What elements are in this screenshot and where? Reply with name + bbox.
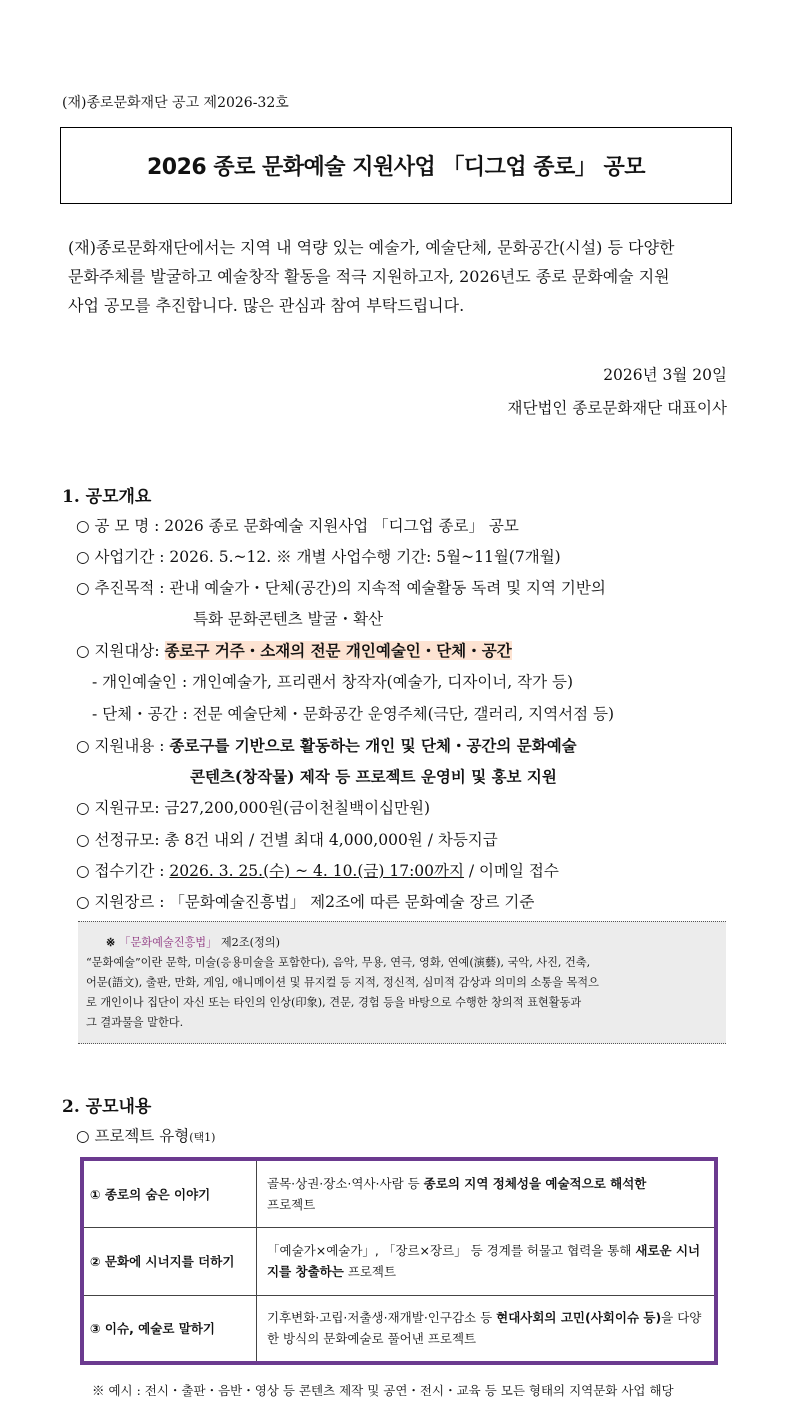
intro-line: 사업 공모를 추진합니다. 많은 관심과 참여 부탁드립니다.: [68, 296, 465, 315]
project-desc: [257, 1227, 717, 1295]
selection-scale-line: ○ 선정규모: 총 8건 내외 / 건별 최대 4,000,000원 / 차등지급: [76, 831, 498, 849]
section1-heading: 1. 공모개요: [62, 487, 152, 507]
section2-heading: 2. 공모내용: [62, 1097, 152, 1117]
signer: 재단법인 종로문화재단 대표이사: [507, 399, 727, 417]
business-period-line: ○ 사업기간 : 2026. 5.~12. ※ 개별 사업수행 기간: 5월~11월(7개월): [76, 548, 561, 566]
content-label: ○ 지원내용 :: [76, 737, 170, 755]
target-sub-individual: - 개인예술인 : 개인예술가, 프리랜서 창작자(예술가, 디자이너, 작가 등): [92, 673, 574, 691]
table-row: [82, 1295, 716, 1363]
reception-label: ○ 접수기간 :: [76, 862, 170, 880]
law-mark: ※: [106, 935, 120, 949]
support-content-line-cont: 콘텐츠(창작물) 제작 등 프로젝트 운영비 및 홍보 지원: [190, 767, 557, 786]
project-type-label: ○ 프로젝트 유형: [76, 1127, 190, 1145]
law-title: [86, 932, 718, 953]
reception-value: 2026. 3. 25.(수) ~ 4. 10.(금) 17:00까지: [169, 862, 464, 880]
law-text-line: 로 개인이나 집단이 자신 또는 타인의 인상(印象), 견문, 경험 등을 바탕으로 수행한 창의적 표현활동과: [86, 996, 582, 1009]
support-scale-line: ○ 지원규모: 금27,200,000원(금이천칠백이십만원): [76, 799, 431, 817]
intro-paragraph: [68, 233, 728, 320]
project-name: ② 문화에 시너지를 더하기: [82, 1227, 257, 1295]
title-box: [60, 127, 732, 204]
project-desc: [257, 1295, 717, 1363]
example-note: ※ 예시 : 전시・출판・음반・영상 등 콘텐츠 제작 및 공연・전시・교육 등 모든 형태의 지역문화 사업 해당: [92, 1383, 674, 1398]
law-article: 제2조(정의): [217, 936, 280, 949]
page-title: 2026 종로 문화예술 지원사업 「디그업 종로」 공모: [147, 155, 645, 180]
desc-text: 프로젝트: [267, 1196, 316, 1212]
intro-line: 문화주체를 발굴하고 예술창작 활동을 적극 지원하고자, 2026년도 종로 문화예술 지원: [68, 267, 670, 286]
desc-text: 을 다양한 방식의 문화예술로 풀어낸 프로젝트: [267, 1310, 702, 1347]
project-name: ③ 이슈, 예술로 말하기: [82, 1295, 257, 1363]
law-name: 「문화예술진흥법」: [119, 936, 218, 949]
law-text-line: 그 결과물을 말한다.: [86, 1016, 184, 1029]
desc-bold: 현대사회의 고민(사회이슈 등): [496, 1310, 662, 1326]
project-type-suffix: (택1): [189, 1131, 216, 1144]
target-label: ○ 지원대상:: [76, 642, 165, 660]
content-value: 종로구를 기반으로 활동하는 개인 및 단체・공간의 문화예술: [169, 736, 577, 755]
target-sub-group: - 단체・공간 : 전문 예술단체・문화공간 운영주체(극단, 갤러리, 지역서점 등): [92, 705, 615, 723]
project-type-line: [76, 1124, 215, 1146]
law-definition-box: [78, 921, 726, 1044]
law-text-line: 어문(語文), 출판, 만화, 게임, 애니메이션 및 뮤지컬 등 지적, 정신적, 심미적 감상과 의미의 소통을 목적으: [86, 976, 599, 989]
desc-bold: 새로운 시너지를 창출하는: [267, 1243, 701, 1279]
project-type-table: [80, 1157, 718, 1365]
desc-text: 기후변화·고립·저출생·재개발·인구감소 등: [267, 1310, 497, 1326]
purpose-line: ○ 추진목적 : 관내 예술가・단체(공간)의 지속적 예술활동 독려 및 지역 기반의: [76, 579, 606, 597]
project-desc: [257, 1159, 717, 1227]
support-content-line: [76, 734, 577, 756]
notice-number: (재)종로문화재단 공고 제2026-32호: [62, 95, 289, 111]
reception-period-line: [76, 859, 559, 881]
desc-text: 골목·상권·장소·역사·사람 등: [267, 1175, 424, 1191]
intro-line: (재)종로문화재단에서는 지역 내 역량 있는 예술가, 예술단체, 문화공간(시설) 등 다양한: [68, 238, 675, 257]
table-row: [82, 1227, 716, 1295]
reception-suffix: / 이메일 접수: [463, 862, 559, 880]
purpose-line-cont: 특화 문화콘텐츠 발굴・확산: [193, 610, 384, 628]
law-text-line: “문화예술”이란 문학, 미술(응용미술을 포함한다), 음악, 무용, 연극, 영화, 연예(演藝), 국악, 사진, 건축,: [86, 956, 591, 969]
project-name: ① 종로의 숨은 이야기: [82, 1159, 257, 1227]
desc-bold: 종로의 지역 정체성을 예술적으로 해석한: [423, 1175, 647, 1191]
target-line: [76, 639, 512, 661]
desc-text: 「예술가×예술가」, 「장르×장르」 등 경계를 허물고 협력을 통해: [267, 1243, 636, 1258]
desc-text: 프로젝트: [343, 1264, 397, 1279]
genre-line: ○ 지원장르 : 「문화예술진흥법」 제2조에 따른 문화예술 장르 기준: [76, 893, 535, 911]
table-row: [82, 1159, 716, 1227]
contest-name-line: ○ 공 모 명 : 2026 종로 문화예술 지원사업 「디그업 종로」 공모: [76, 517, 519, 535]
target-value: 종로구 거주・소재의 전문 개인예술인・단체・공간: [164, 641, 512, 660]
notice-date: 2026년 3월 20일: [603, 366, 727, 384]
